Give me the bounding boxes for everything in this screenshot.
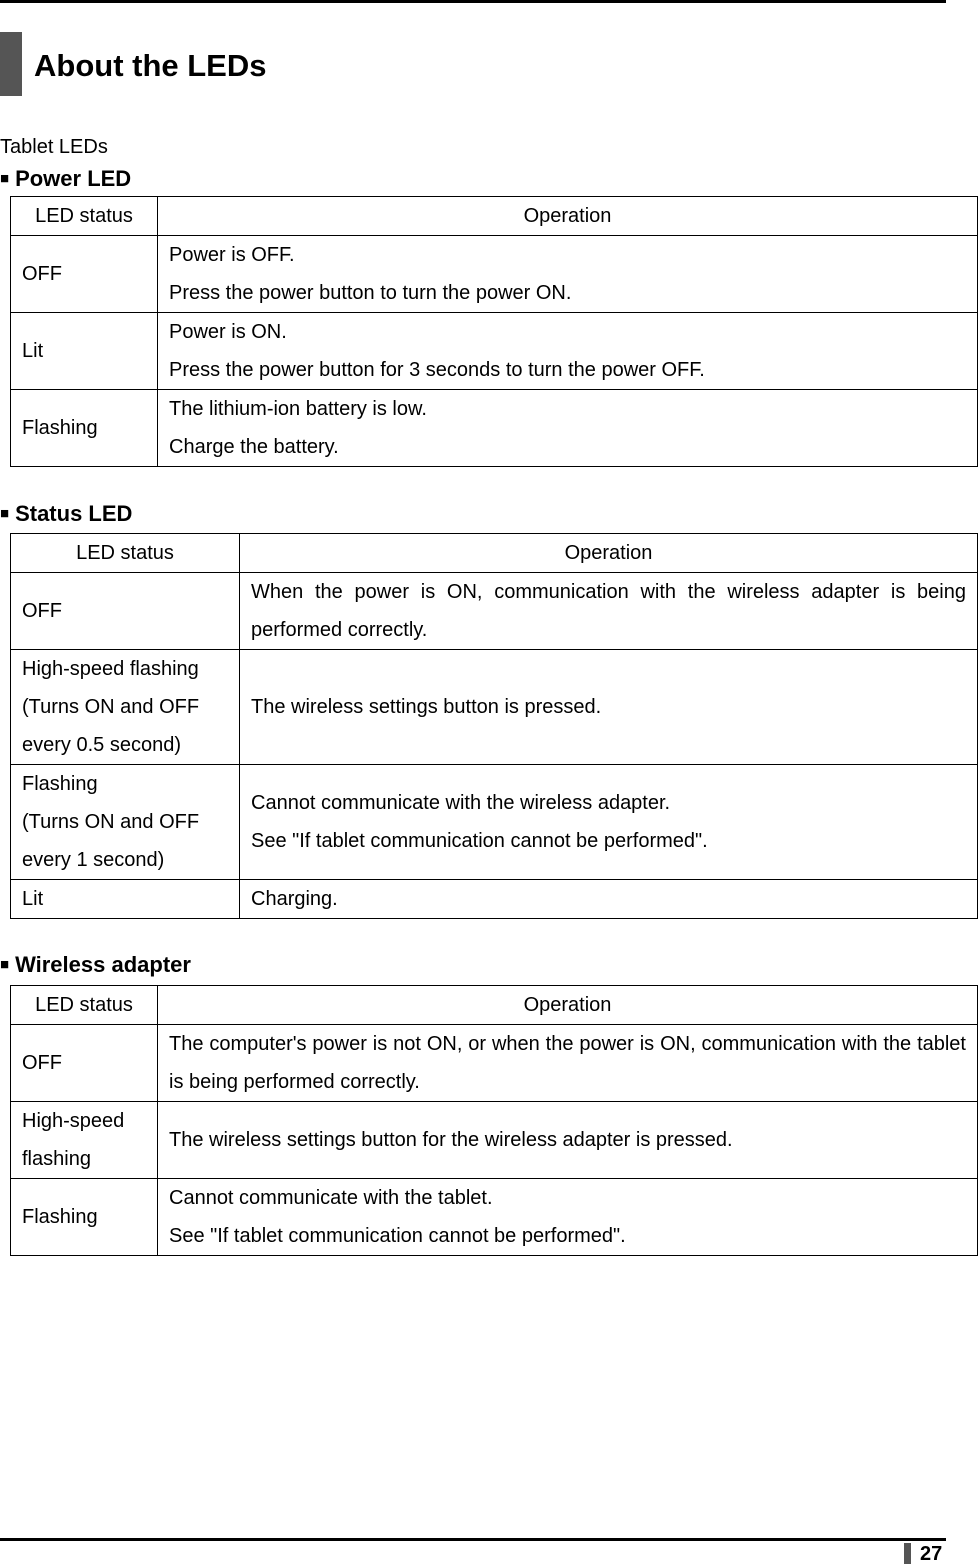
operation-text: The wireless settings button for the wireless adapter is pressed. xyxy=(169,1129,733,1151)
black-square-icon: ■ xyxy=(0,170,10,187)
status-cell xyxy=(11,1102,158,1179)
status-text: every 0.5 second) xyxy=(22,734,181,756)
operation-cell xyxy=(158,390,978,467)
status-text: (Turns ON and OFF xyxy=(22,696,200,718)
status-cell xyxy=(11,1179,158,1256)
operation-text: Cannot communicate with the tablet. xyxy=(169,1187,493,1209)
status-text: Lit xyxy=(22,888,44,910)
section-heading-text: Power LED xyxy=(15,166,132,191)
status-cell xyxy=(11,650,240,765)
status-cell xyxy=(11,573,240,650)
status-text: every 1 second) xyxy=(22,849,165,871)
wireless-adapter-table xyxy=(10,985,978,1256)
table-header-row xyxy=(11,534,978,573)
status-cell xyxy=(11,313,158,390)
table-header-row xyxy=(11,197,978,236)
page-number: 27 xyxy=(920,1543,943,1565)
page-subtitle: Tablet LEDs xyxy=(0,136,108,158)
section-heading-wireless-adapter xyxy=(0,951,191,979)
status-text: flashing xyxy=(22,1148,91,1170)
status-text: High-speed flashing xyxy=(22,658,199,680)
operation-cell xyxy=(240,880,978,919)
table-row xyxy=(11,765,978,880)
black-square-icon: ■ xyxy=(0,505,10,522)
operation-text: The lithium-ion battery is low. xyxy=(169,398,427,420)
operation-text: When the power is ON, communication with the wireless adapter is being performed correctly. xyxy=(251,581,966,641)
column-header: LED status xyxy=(11,534,240,573)
status-text: OFF xyxy=(22,1052,62,1074)
operation-text: Charge the battery. xyxy=(169,436,339,458)
operation-text: See "If tablet communication cannot be performed". xyxy=(251,830,708,852)
page-number-marker xyxy=(904,1543,911,1564)
section-heading-text: Wireless adapter xyxy=(15,952,191,977)
operation-text: Press the power button to turn the power ON. xyxy=(169,282,572,304)
bottom-rule xyxy=(0,1538,946,1541)
section-heading-power-led xyxy=(0,165,131,193)
status-text: (Turns ON and OFF xyxy=(22,811,200,833)
status-text: Flashing xyxy=(22,417,98,439)
column-header: Operation xyxy=(158,986,978,1025)
operation-cell xyxy=(158,1102,978,1179)
operation-text: See "If tablet communication cannot be performed". xyxy=(169,1225,626,1247)
status-text: OFF xyxy=(22,263,62,285)
table-row xyxy=(11,1025,978,1102)
black-square-icon: ■ xyxy=(0,956,10,973)
power-led-table xyxy=(10,196,978,467)
title-accent-bar xyxy=(0,32,22,96)
operation-text: The wireless settings button is pressed. xyxy=(251,696,602,718)
table-row xyxy=(11,313,978,390)
table-row xyxy=(11,390,978,467)
operation-cell xyxy=(240,765,978,880)
status-led-table xyxy=(10,533,978,919)
status-cell xyxy=(11,880,240,919)
table-row xyxy=(11,880,978,919)
operation-text: Power is ON. xyxy=(169,321,287,343)
column-header: Operation xyxy=(158,197,978,236)
operation-text: Power is OFF. xyxy=(169,244,295,266)
operation-cell xyxy=(158,1025,978,1102)
column-header: Operation xyxy=(240,534,978,573)
column-header: LED status xyxy=(11,986,158,1025)
column-header: LED status xyxy=(11,197,158,236)
status-text: Lit xyxy=(22,340,44,362)
status-text: Flashing xyxy=(22,1206,98,1228)
section-heading-status-led xyxy=(0,500,132,528)
top-rule xyxy=(0,0,946,3)
page-title: About the LEDs xyxy=(34,48,267,83)
table-header-row xyxy=(11,986,978,1025)
operation-text: Charging. xyxy=(251,888,338,910)
table-row xyxy=(11,1179,978,1256)
table-row xyxy=(11,236,978,313)
status-cell xyxy=(11,390,158,467)
status-text: Flashing xyxy=(22,773,98,795)
operation-text: Cannot communicate with the wireless adapter. xyxy=(251,792,671,814)
status-text: OFF xyxy=(22,600,62,622)
operation-cell xyxy=(240,650,978,765)
operation-cell xyxy=(158,313,978,390)
operation-text: Press the power button for 3 seconds to turn the power OFF. xyxy=(169,359,705,381)
table-row xyxy=(11,650,978,765)
table-row xyxy=(11,1102,978,1179)
status-text: High-speed xyxy=(22,1110,125,1132)
status-cell xyxy=(11,765,240,880)
status-cell xyxy=(11,1025,158,1102)
operation-text: The computer's power is not ON, or when the power is ON, communication with the tablet is being performed correctly. xyxy=(169,1033,966,1093)
status-cell xyxy=(11,236,158,313)
operation-cell xyxy=(158,1179,978,1256)
section-heading-text: Status LED xyxy=(15,501,133,526)
operation-cell xyxy=(240,573,978,650)
table-row xyxy=(11,573,978,650)
operation-cell xyxy=(158,236,978,313)
